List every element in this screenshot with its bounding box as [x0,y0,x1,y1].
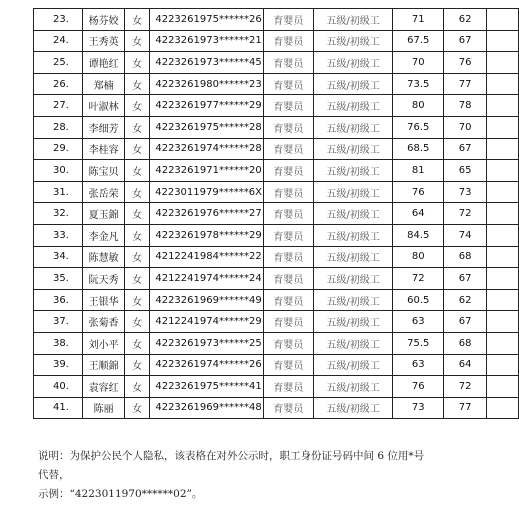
gender-cell: 女 [125,332,149,354]
name-cell: 叶淑林 [82,95,125,117]
skill-score-cell: 77 [444,397,487,419]
level-cell: 五级/初级工 [313,246,393,268]
skill-score-cell: 72 [444,376,487,398]
level-cell: 五级/初级工 [313,354,393,376]
name-cell: 阮天秀 [82,268,125,290]
id-number-cell: 4223261973******25 [149,332,263,354]
table-row [34,160,519,182]
row-number: 33. [34,224,83,246]
level-cell: 五级/初级工 [313,95,393,117]
occupation-cell: 育婴员 [264,73,313,95]
skill-score-cell: 62 [444,289,487,311]
name-cell: 张菊香 [82,311,125,333]
empty-cell [487,52,519,74]
name-cell: 李金凡 [82,224,125,246]
theory-score-cell: 73 [393,397,444,419]
name-cell: 杨芬姣 [82,9,125,31]
occupation-cell: 育婴员 [264,354,313,376]
occupation-cell: 育婴员 [264,289,313,311]
empty-cell [487,332,519,354]
occupation-cell: 育婴员 [264,224,313,246]
row-number: 23. [34,9,83,31]
table-row [34,268,519,290]
skill-score-cell: 67 [444,30,487,52]
gender-cell: 女 [125,138,149,160]
empty-cell [487,311,519,333]
gender-cell: 女 [125,116,149,138]
id-number-cell: 4223261980******23 [149,73,263,95]
row-number: 35. [34,268,83,290]
gender-cell: 女 [125,73,149,95]
row-number: 25. [34,52,83,74]
empty-cell [487,30,519,52]
occupation-cell: 育婴员 [264,268,313,290]
gender-cell: 女 [125,268,149,290]
table-row [34,289,519,311]
gender-cell: 女 [125,246,149,268]
gender-cell: 女 [125,354,149,376]
id-number-cell: 4223261973******21 [149,30,263,52]
table-row [34,9,519,31]
id-number-cell: 4223261977******29 [149,95,263,117]
id-number-cell: 4223261974******26 [149,354,263,376]
level-cell: 五级/初级工 [313,203,393,225]
occupation-cell: 育婴员 [264,160,313,182]
theory-score-cell: 73.5 [393,73,444,95]
table-row [34,30,519,52]
occupation-cell: 育婴员 [264,9,313,31]
level-cell: 五级/初级工 [313,138,393,160]
row-number: 39. [34,354,83,376]
empty-cell [487,354,519,376]
skill-score-cell: 73 [444,181,487,203]
level-cell: 五级/初级工 [313,9,393,31]
empty-cell [487,289,519,311]
row-number: 27. [34,95,83,117]
empty-cell [487,116,519,138]
row-number: 34. [34,246,83,268]
id-number-cell: 4212241974******24 [149,268,263,290]
name-cell: 王银华 [82,289,125,311]
row-number: 31. [34,181,83,203]
privacy-note-line1: 说明：为保护公民个人隐私，该表格在对外公示时，职工身份证号码中间 6 位用*号 [38,450,425,462]
gender-cell: 女 [125,289,149,311]
theory-score-cell: 80 [393,246,444,268]
theory-score-cell: 63 [393,354,444,376]
name-cell: 夏玉錦 [82,203,125,225]
skill-score-cell: 76 [444,52,487,74]
id-number-cell: 4223011979******6X [149,181,263,203]
table-row [34,203,519,225]
privacy-note-example: 示例：“4223011970******02”。 [38,488,203,500]
id-number-cell: 4212241974******29 [149,311,263,333]
name-cell: 陈慧敏 [82,246,125,268]
row-number: 28. [34,116,83,138]
row-number: 38. [34,332,83,354]
occupation-cell: 育婴员 [264,311,313,333]
occupation-cell: 育婴员 [264,397,313,419]
skill-score-cell: 77 [444,73,487,95]
level-cell: 五级/初级工 [313,332,393,354]
gender-cell: 女 [125,224,149,246]
theory-score-cell: 75.5 [393,332,444,354]
skill-score-cell: 67 [444,138,487,160]
skill-score-cell: 65 [444,160,487,182]
table-row [34,181,519,203]
empty-cell [487,224,519,246]
occupation-cell: 育婴员 [264,116,313,138]
id-number-cell: 4212241984******22 [149,246,263,268]
level-cell: 五级/初级工 [313,73,393,95]
table-row [34,311,519,333]
level-cell: 五级/初级工 [313,289,393,311]
empty-cell [487,95,519,117]
name-cell: 郑楠 [82,73,125,95]
empty-cell [487,73,519,95]
roster-table-body [34,9,519,419]
skill-score-cell: 68 [444,246,487,268]
table-row [34,95,519,117]
occupation-cell: 育婴员 [264,376,313,398]
skill-score-cell: 67 [444,311,487,333]
gender-cell: 女 [125,376,149,398]
skill-score-cell: 70 [444,116,487,138]
level-cell: 五级/初级工 [313,376,393,398]
level-cell: 五级/初级工 [313,181,393,203]
table-row [34,73,519,95]
level-cell: 五级/初级工 [313,52,393,74]
level-cell: 五级/初级工 [313,268,393,290]
empty-cell [487,160,519,182]
theory-score-cell: 81 [393,160,444,182]
row-number: 40. [34,376,83,398]
id-number-cell: 4223261973******45 [149,52,263,74]
occupation-cell: 育婴员 [264,95,313,117]
skill-score-cell: 74 [444,224,487,246]
empty-cell [487,376,519,398]
occupation-cell: 育婴员 [264,181,313,203]
empty-cell [487,246,519,268]
id-number-cell: 4223261975******28 [149,116,263,138]
name-cell: 袁容红 [82,376,125,398]
skill-score-cell: 62 [444,9,487,31]
level-cell: 五级/初级工 [313,311,393,333]
gender-cell: 女 [125,397,149,419]
table-row [34,116,519,138]
id-number-cell: 4223261978******29 [149,224,263,246]
gender-cell: 女 [125,311,149,333]
name-cell: 谭艳红 [82,52,125,74]
row-number: 37. [34,311,83,333]
table-row [34,354,519,376]
theory-score-cell: 84.5 [393,224,444,246]
name-cell: 刘小平 [82,332,125,354]
name-cell: 陈丽 [82,397,125,419]
empty-cell [487,397,519,419]
theory-score-cell: 72 [393,268,444,290]
occupation-cell: 育婴员 [264,203,313,225]
occupation-cell: 育婴员 [264,30,313,52]
occupation-cell: 育婴员 [264,332,313,354]
id-number-cell: 4223261971******20 [149,160,263,182]
name-cell: 王顺錦 [82,354,125,376]
gender-cell: 女 [125,95,149,117]
gender-cell: 女 [125,9,149,31]
occupation-cell: 育婴员 [264,52,313,74]
empty-cell [487,203,519,225]
gender-cell: 女 [125,181,149,203]
roster-table [33,8,519,419]
id-number-cell: 4223261975******41 [149,376,263,398]
skill-score-cell: 72 [444,203,487,225]
level-cell: 五级/初级工 [313,30,393,52]
row-number: 29. [34,138,83,160]
privacy-note-line2: 代替， [38,469,70,481]
occupation-cell: 育婴员 [264,138,313,160]
table-row [34,246,519,268]
level-cell: 五级/初级工 [313,116,393,138]
theory-score-cell: 63 [393,311,444,333]
skill-score-cell: 64 [444,354,487,376]
theory-score-cell: 76 [393,181,444,203]
name-cell: 王秀英 [82,30,125,52]
skill-score-cell: 78 [444,95,487,117]
id-number-cell: 4223261974******28 [149,138,263,160]
level-cell: 五级/初级工 [313,397,393,419]
empty-cell [487,138,519,160]
level-cell: 五级/初级工 [313,224,393,246]
name-cell: 陈宝贝 [82,160,125,182]
gender-cell: 女 [125,52,149,74]
theory-score-cell: 64 [393,203,444,225]
table-row [34,52,519,74]
row-number: 32. [34,203,83,225]
name-cell: 李桂容 [82,138,125,160]
id-number-cell: 4223261969******48 [149,397,263,419]
table-row [34,332,519,354]
theory-score-cell: 80 [393,95,444,117]
name-cell: 李细芳 [82,116,125,138]
gender-cell: 女 [125,160,149,182]
privacy-note [38,447,508,504]
id-number-cell: 4223261976******27 [149,203,263,225]
theory-score-cell: 67.5 [393,30,444,52]
row-number: 30. [34,160,83,182]
empty-cell [487,9,519,31]
theory-score-cell: 76 [393,376,444,398]
theory-score-cell: 68.5 [393,138,444,160]
theory-score-cell: 70 [393,52,444,74]
row-number: 41. [34,397,83,419]
table-row [34,376,519,398]
gender-cell: 女 [125,30,149,52]
empty-cell [487,181,519,203]
row-number: 26. [34,73,83,95]
level-cell: 五级/初级工 [313,160,393,182]
row-number: 24. [34,30,83,52]
id-number-cell: 4223261969******49 [149,289,263,311]
name-cell: 张岳荣 [82,181,125,203]
table-row [34,138,519,160]
empty-cell [487,268,519,290]
table-row [34,224,519,246]
gender-cell: 女 [125,203,149,225]
id-number-cell: 4223261975******26 [149,9,263,31]
theory-score-cell: 76.5 [393,116,444,138]
theory-score-cell: 71 [393,9,444,31]
table-row [34,397,519,419]
occupation-cell: 育婴员 [264,246,313,268]
skill-score-cell: 67 [444,268,487,290]
theory-score-cell: 60.5 [393,289,444,311]
skill-score-cell: 68 [444,332,487,354]
row-number: 36. [34,289,83,311]
